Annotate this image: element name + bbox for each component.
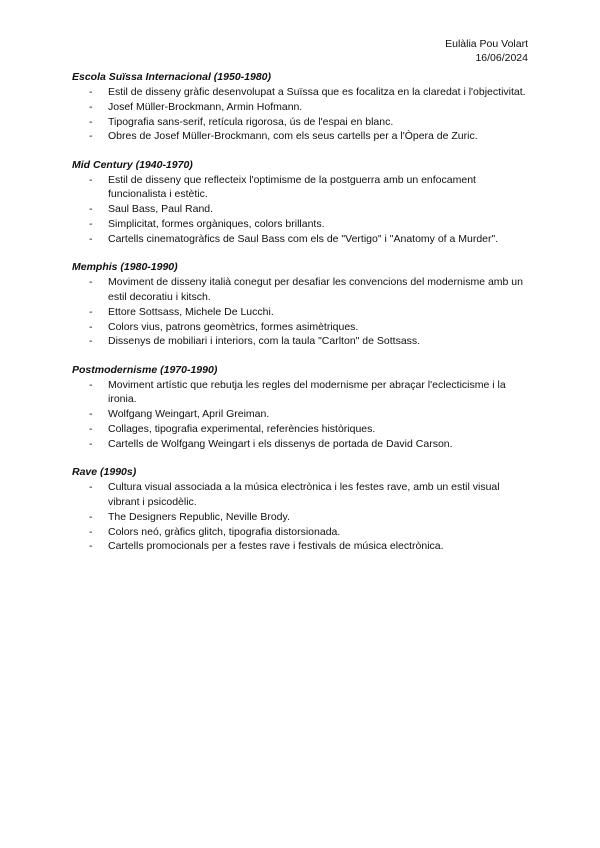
list-item: [72, 480, 532, 510]
list-item-text: Tipografia sans-serif, retícula rigorosa, ús de l'espai en blanc.: [108, 115, 394, 128]
list-item: [72, 232, 532, 247]
list-item-text: Cartells promocionals per a festes rave i festivals de música electrònica.: [108, 540, 444, 553]
list-item-text: Collages, tipografia experimental, referències històriques.: [108, 423, 376, 436]
section-postmodernisme: [72, 363, 532, 452]
bullet-list: [72, 275, 532, 349]
list-item: [72, 539, 532, 554]
dash-bullet-icon: -: [89, 232, 93, 245]
list-item: [72, 85, 532, 100]
section-title: Rave (1990s): [72, 466, 137, 479]
list-item: [72, 100, 532, 115]
list-item-text: Colors vius, patrons geomètrics, formes asimètriques.: [108, 320, 359, 333]
dash-bullet-icon: -: [89, 130, 93, 143]
list-item: [72, 305, 532, 320]
dash-bullet-icon: -: [89, 408, 93, 421]
document-date: 16/06/2024: [475, 52, 528, 64]
dash-bullet-icon: -: [89, 423, 93, 436]
section-title: Mid Century (1940-1970): [72, 158, 193, 171]
list-item-text: Cartells de Wolfgang Weingart i els dissenys de portada de David Carson.: [108, 437, 453, 450]
section-title: Escola Suïssa Internacional (1950-1980): [72, 71, 272, 83]
list-item-text: Dissenys de mobiliari i interiors, com la taula "Carlton" de Sottsass.: [108, 335, 421, 348]
dash-bullet-icon: -: [89, 305, 93, 318]
section-memphis: [72, 260, 532, 349]
section-rave: [72, 465, 532, 554]
list-item: [72, 407, 532, 422]
list-item: [72, 129, 532, 144]
list-item-text: Wolfgang Weingart, April Greiman.: [108, 408, 270, 421]
list-item-text: Josef Müller-Brockmann, Armin Hofmann.: [108, 100, 303, 113]
dash-bullet-icon: -: [89, 525, 93, 538]
document-body: [72, 70, 532, 568]
list-item-text: Colors neó, gràfics glitch, tipografia distorsionada.: [108, 525, 341, 538]
dash-bullet-icon: -: [89, 540, 93, 553]
bullet-list: [72, 173, 532, 247]
section-escola-suissa: [72, 70, 532, 144]
list-item-text: The Designers Republic, Neville Brody.: [108, 510, 290, 523]
list-item-text: Moviment de disseny italià conegut per desafiar les convencions del modernisme amb un estil decoratiu i kitsch.: [108, 276, 523, 303]
list-item: [72, 173, 532, 203]
list-item-text: Cartells cinematogràfics de Saul Bass com els de "Vertigo" i "Anatomy of a Murder".: [108, 232, 499, 245]
list-item: [72, 437, 532, 452]
bullet-list: [72, 85, 532, 144]
bullet-list: [72, 378, 532, 452]
list-item-text: Simplicitat, formes orgàniques, colors brillants.: [108, 218, 325, 231]
dash-bullet-icon: -: [89, 86, 93, 98]
list-item: [72, 275, 532, 305]
dash-bullet-icon: -: [89, 115, 93, 128]
list-item-text: Moviment artístic que rebutja les regles del modernisme per abraçar l'eclecticisme i la ironia.: [108, 378, 506, 406]
list-item-text: Saul Bass, Paul Rand.: [108, 203, 214, 216]
list-item: [72, 217, 532, 232]
list-item: [72, 202, 532, 217]
bullet-list: [72, 480, 532, 554]
dash-bullet-icon: -: [89, 173, 93, 186]
dash-bullet-icon: -: [89, 218, 93, 231]
list-item: [72, 510, 532, 525]
section-mid-century: [72, 158, 532, 247]
list-item: [72, 115, 532, 130]
list-item-text: Obres de Josef Müller-Brockmann, com els seus cartells per a l'Òpera de Zuric.: [108, 130, 478, 143]
dash-bullet-icon: -: [89, 335, 93, 348]
dash-bullet-icon: -: [89, 510, 93, 523]
list-item: [72, 320, 532, 335]
dash-bullet-icon: -: [89, 378, 93, 391]
dash-bullet-icon: -: [89, 320, 93, 333]
list-item-text: Estil de disseny gràfic desenvolupat a Suïssa que es focalitza en la claredat i l'objectivitat.: [108, 86, 526, 98]
list-item-text: Estil de disseny que reflecteix l'optimisme de la postguerra amb un enfocament funcionalista i estètic.: [108, 173, 476, 201]
dash-bullet-icon: -: [89, 276, 93, 289]
section-title: Postmodernisme (1970-1990): [72, 363, 218, 376]
section-title: Memphis (1980-1990): [72, 261, 178, 274]
list-item: [72, 334, 532, 349]
dash-bullet-icon: -: [89, 100, 93, 113]
list-item: [72, 422, 532, 437]
document-header: [445, 37, 528, 65]
list-item-text: Ettore Sottsass, Michele De Lucchi.: [108, 305, 274, 318]
list-item: [72, 525, 532, 540]
dash-bullet-icon: -: [89, 481, 93, 494]
author-name: Eulàlia Pou Volart: [445, 38, 528, 50]
list-item: [72, 378, 532, 408]
dash-bullet-icon: -: [89, 437, 93, 450]
dash-bullet-icon: -: [89, 203, 93, 216]
list-item-text: Cultura visual associada a la música electrònica i les festes rave, amb un estil visual vibrant i psicodèlic.: [108, 481, 500, 508]
